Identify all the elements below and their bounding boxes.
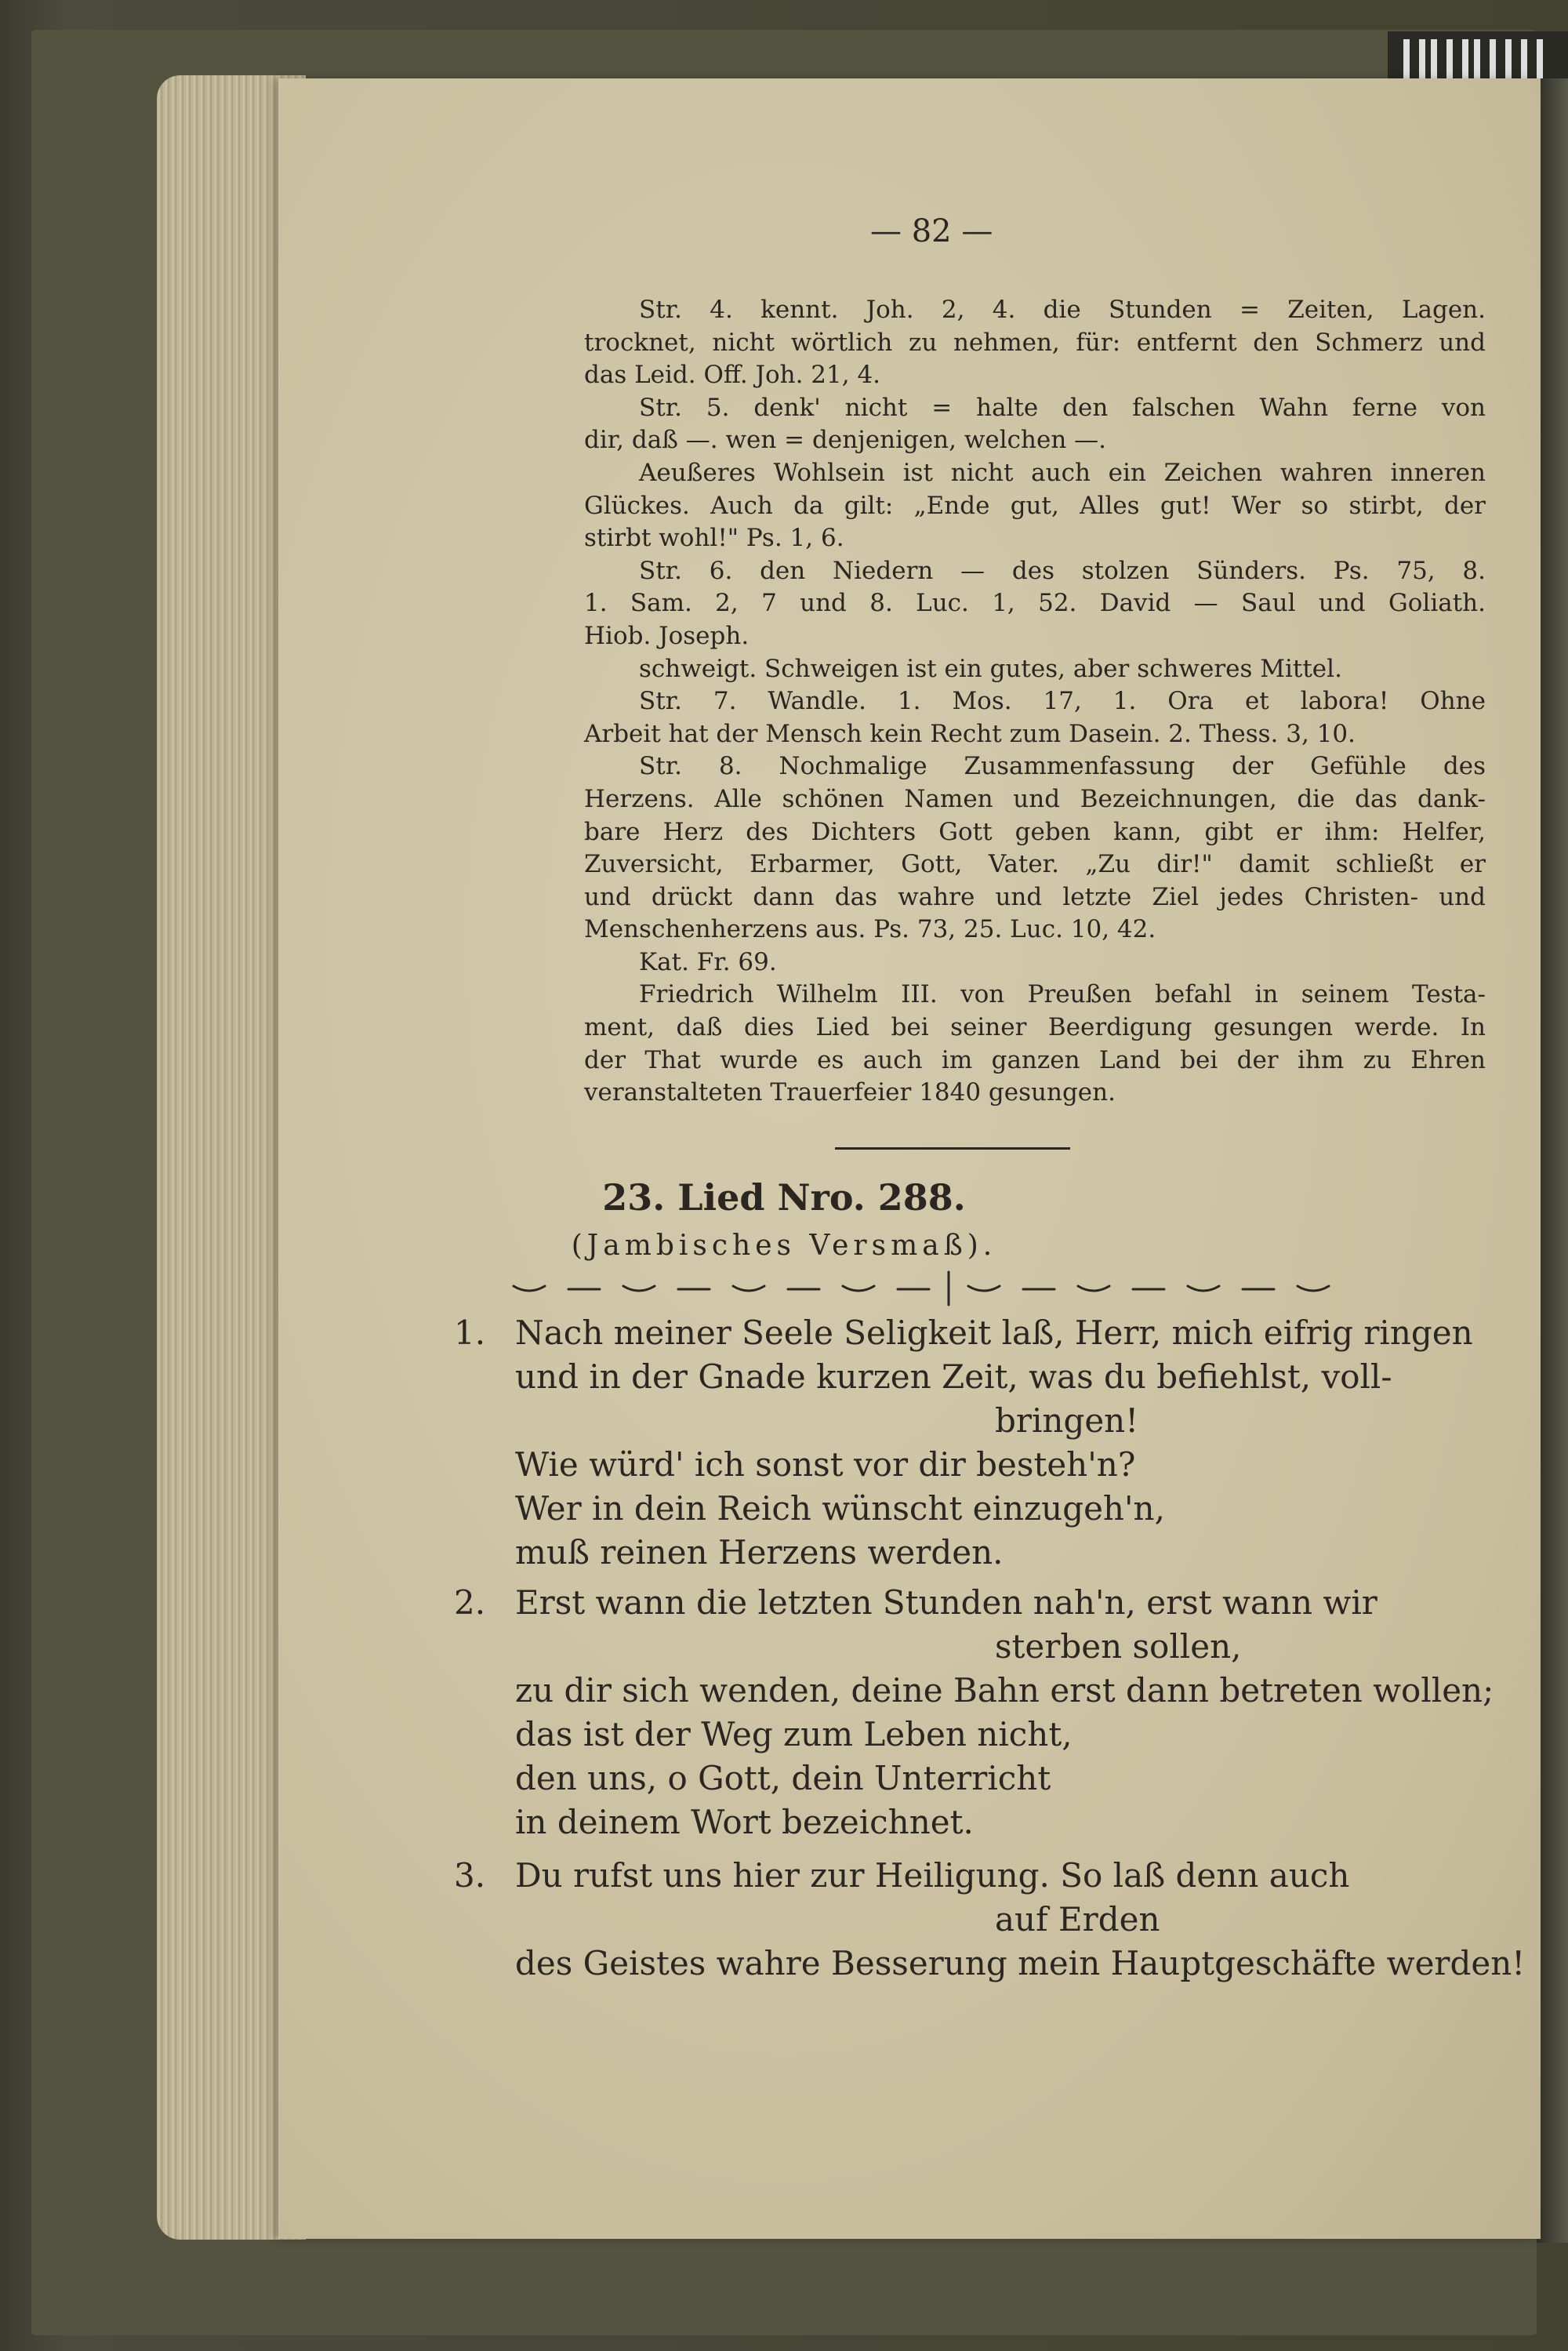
note-line: Str. 7. Wandle. 1. Mos. 17, 1. Ora et labora! Ohne (639, 687, 1486, 716)
note-line: schweigt. Schweigen ist ein gutes, aber schweres Mittel. (639, 654, 1342, 683)
verse-line: Nach meiner Seele Seligkeit laß, Herr, mich eifrig ringen (515, 1314, 1473, 1352)
note-line: veranstalteten Trauerfeier 1840 gesungen. (584, 1078, 1116, 1107)
verse-line: den uns, o Gott, dein Unterricht (515, 1759, 1051, 1797)
verse-line: Wer in dein Reich wünscht einzugeh'n, (515, 1489, 1165, 1528)
note-line: Kat. Fr. 69. (639, 947, 777, 976)
verse-line: bringen! (995, 1401, 1139, 1440)
verse-line: auf Erden (995, 1900, 1160, 1939)
verse-line: sterben sollen, (995, 1627, 1242, 1666)
stanza-number: 3. (454, 1856, 486, 1895)
note-line: bare Herz des Dichters Gott geben kann, gibt er ihm: Helfer, (584, 817, 1486, 846)
verse-line: zu dir sich wenden, deine Bahn erst dann betreten wollen; (515, 1671, 1494, 1710)
gutter-shadow (1537, 78, 1568, 2243)
stanza-3 (454, 1854, 1526, 1986)
verse-line: des Geistes wahre Besserung mein Hauptgeschäfte werden! (515, 1944, 1526, 1982)
note-line: und drückt dann das wahre und letzte Ziel jedes Christen- und (584, 882, 1486, 911)
note-line: trocknet, nicht wörtlich zu nehmen, für: entfernt den Schmerz und (584, 328, 1486, 357)
note-line: Str. 5. denk' nicht = halte den falschen Wahn ferne von (639, 393, 1486, 422)
note-line: Str. 8. Nochmalige Zusammenfassung der Gefühle des (639, 752, 1486, 781)
stanza-1 (454, 1311, 1473, 1575)
note-line: Str. 4. kennt. Joh. 2, 4. die Stunden = Zeiten, Lagen. (639, 296, 1486, 324)
verse-line: Du rufst uns hier zur Heiligung. So laß denn auch (515, 1856, 1350, 1895)
note-line: 1. Sam. 2, 7 und 8. Luc. 1, 52. David — Saul und Goliath. (584, 589, 1486, 618)
verse-line: muß reinen Herzens werden. (515, 1533, 1004, 1572)
note-line: Zuversicht, Erbarmer, Gott, Vater. „Zu dir!" damit schließt er (584, 850, 1486, 879)
note-line: Glückes. Auch da gilt: „Ende gut, Alles gut! Wer so stirbt, der (584, 491, 1486, 520)
verse-line: Erst wann die letzten Stunden nah'n, erst wann wir (515, 1583, 1377, 1622)
verse-line: das ist der Weg zum Leben nicht, (515, 1715, 1073, 1753)
note-line: Hiob. Joseph. (584, 621, 750, 650)
meter-name: (Jambisches Versmaß). (571, 1230, 997, 1262)
commentary-notes (584, 294, 1486, 1110)
note-line: Friedrich Wilhelm III. von Preußen befahl in seinem Testa- (639, 980, 1486, 1009)
section-divider (835, 1147, 1070, 1150)
note-line: ment, daß dies Lied bei seiner Beerdigung gesungen werde. In (584, 1013, 1486, 1042)
note-line: Menschenherzens aus. Ps. 73, 25. Luc. 10, 42. (584, 915, 1156, 944)
stanza-number: 2. (454, 1583, 486, 1622)
note-line: das Leid. Off. Joh. 21, 4. (584, 361, 881, 390)
page-number: — 82 — (870, 213, 993, 249)
note-line: stirbt wohl!" Ps. 1, 6. (584, 524, 844, 553)
note-line: Aeußeres Wohlsein ist nicht auch ein Zeichen wahren inneren (639, 458, 1486, 487)
note-line: Str. 6. den Niedern — des stolzen Sünders. Ps. 75, 8. (639, 556, 1486, 585)
stanza-2 (454, 1581, 1494, 1844)
note-line: Arbeit hat der Mensch kein Recht zum Dasein. 2. Thess. 3, 10. (584, 719, 1356, 748)
verse-line: und in der Gnade kurzen Zeit, was du befiehlst, voll- (515, 1357, 1392, 1396)
verse-line: in deinem Wort bezeichnet. (515, 1803, 974, 1841)
song-title: 23. Lied Nro. 288. (602, 1176, 966, 1219)
stanza-number: 1. (454, 1314, 486, 1352)
note-line: der That wurde es auch im ganzen Land bei der ihm zu Ehren (584, 1045, 1486, 1074)
note-line: Herzens. Alle schönen Namen und Bezeichnungen, die das dank- (584, 784, 1486, 813)
meter-notation (510, 1269, 1435, 1308)
verse-line: Wie würd' ich sonst vor dir besteh'n? (515, 1445, 1136, 1484)
note-line: dir, daß —. wen = denjenigen, welchen —. (584, 426, 1107, 455)
